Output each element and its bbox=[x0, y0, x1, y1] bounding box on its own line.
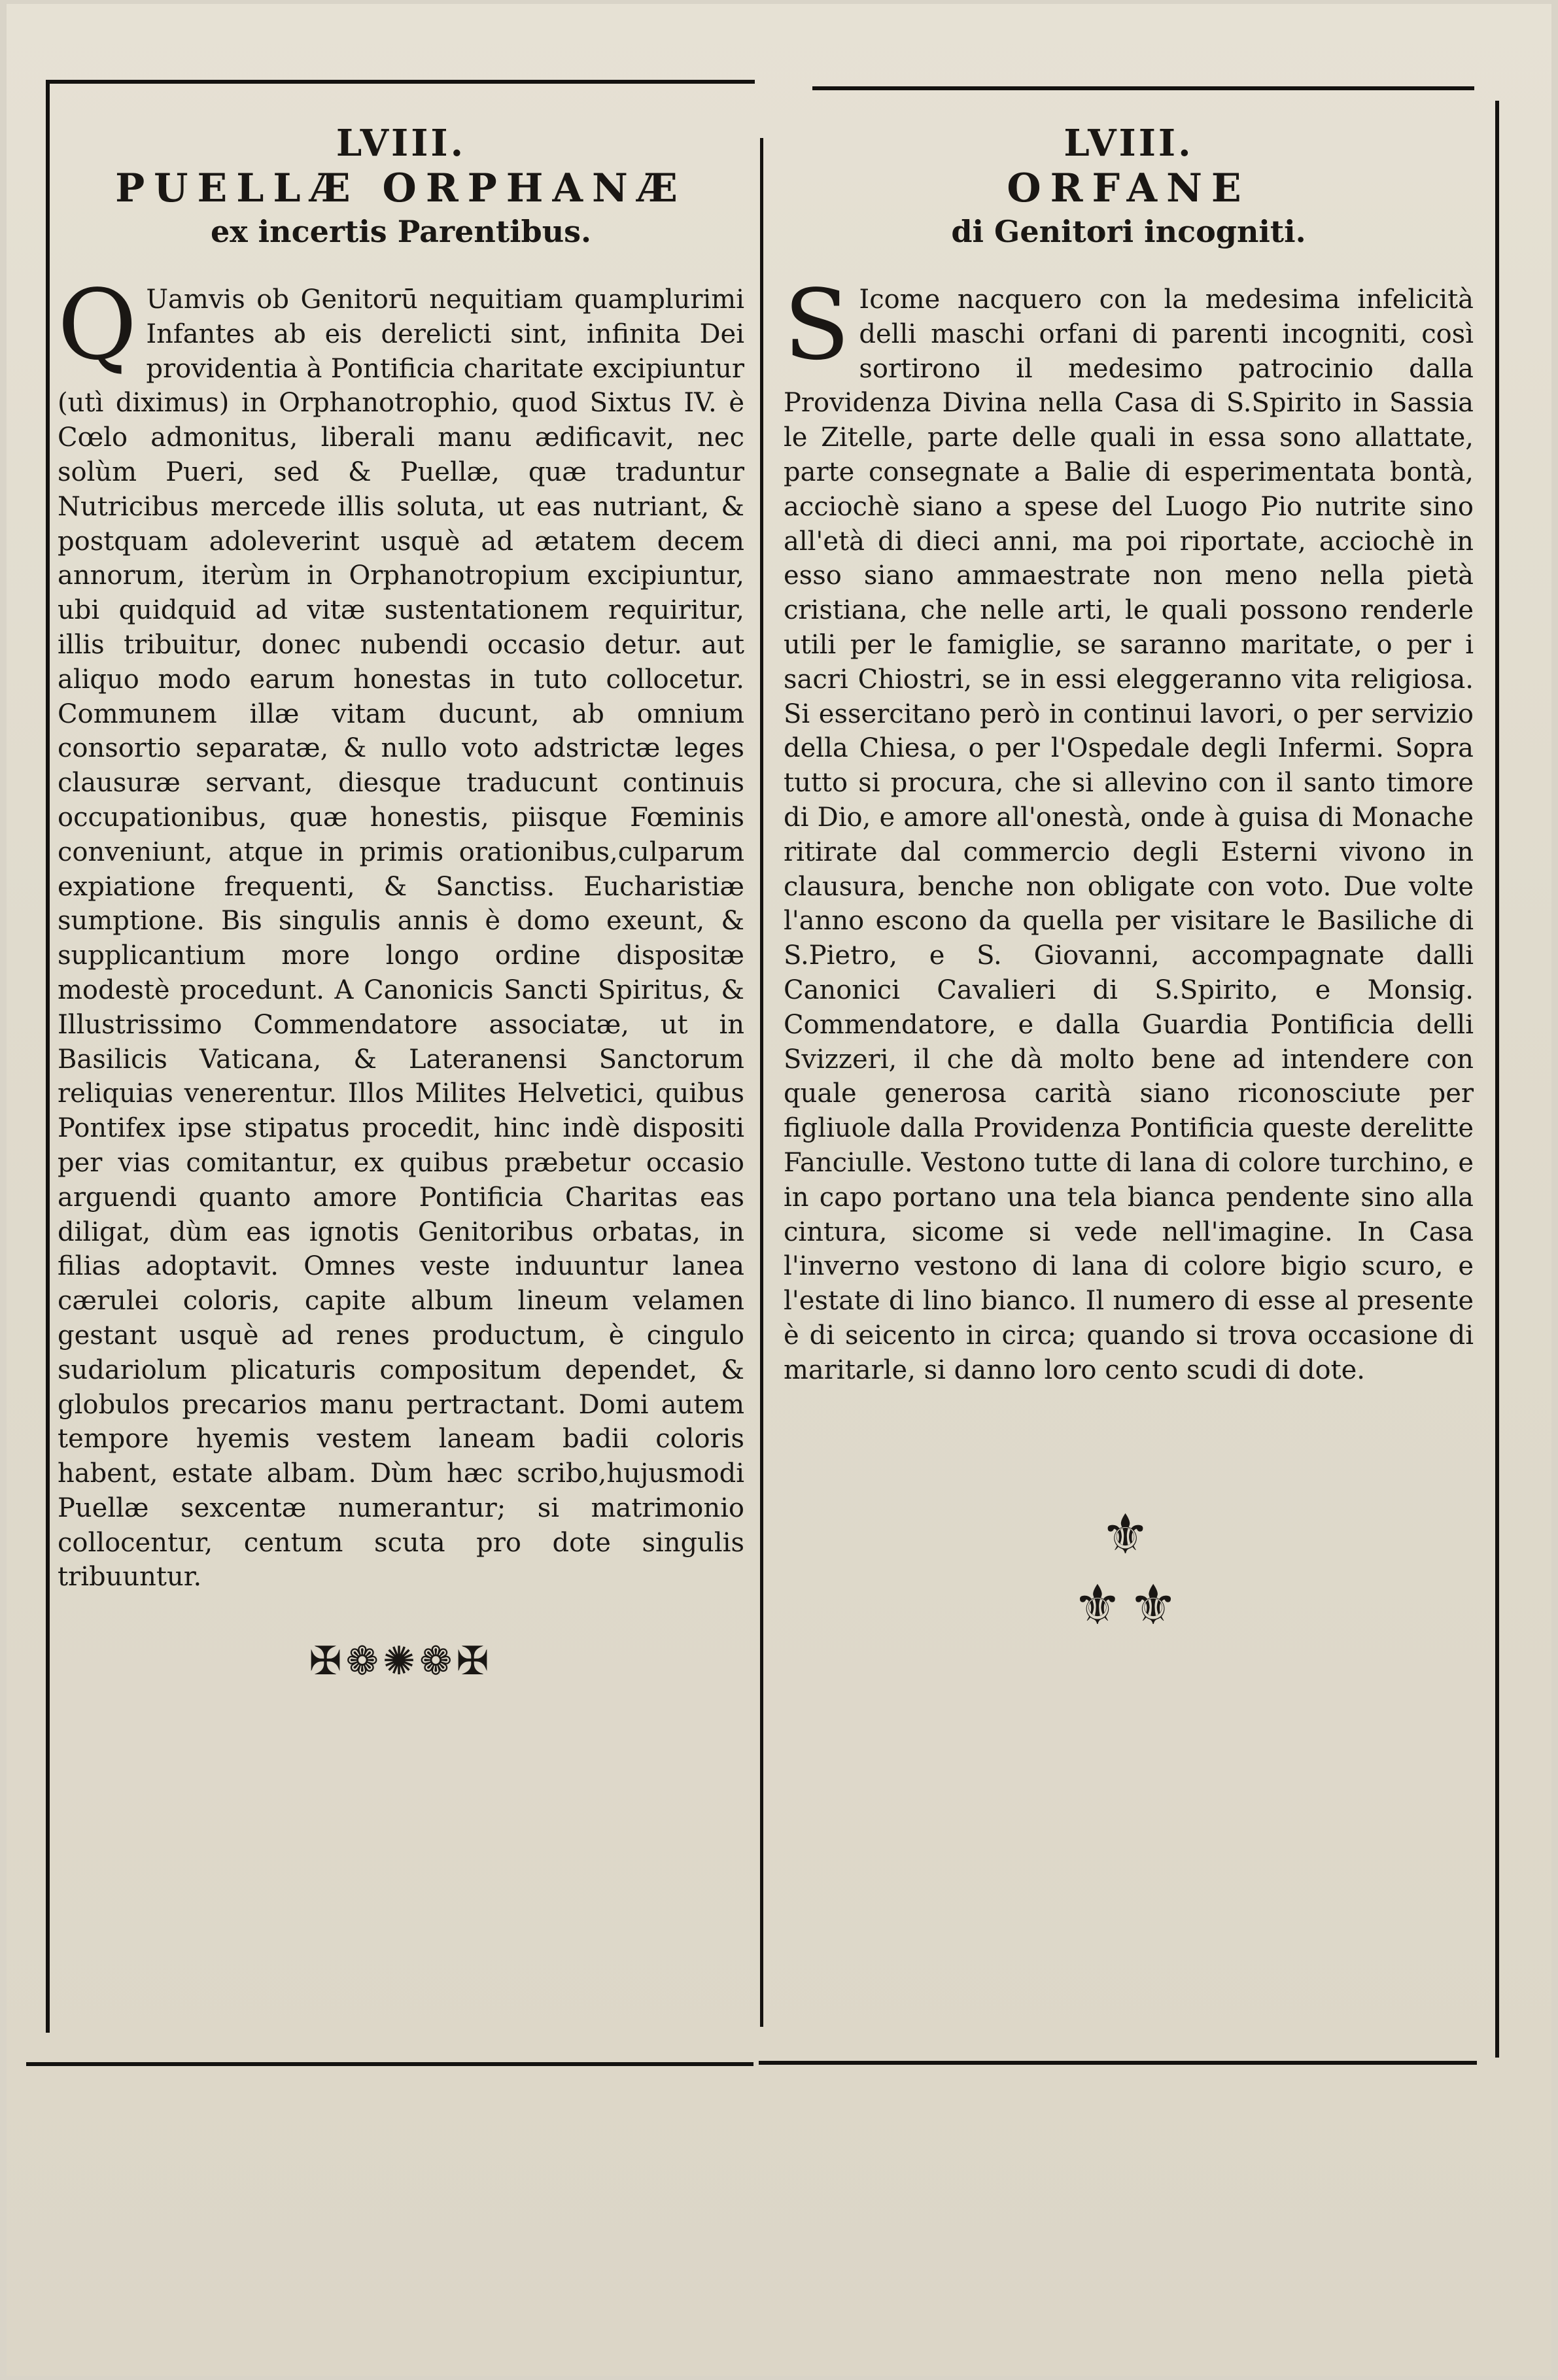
latin-title: PUELLÆ ORPHANÆ bbox=[115, 165, 687, 211]
latin-text: Uamvis ob Genitorū nequitiam quamplurimi Infantes ab eis derelicti sint, infinita Dei providentia à Pontificia charitate excipiuntur (utì diximus) in Orphanotrophio, quod Sixtus IV. è Cœlo admonitus, liberali manu ædificavit, nec solùm Pueri, sed & Puellæ, quæ traduntur Nutricibus mercede illis soluta, ut eas nutriant, & postquam adoleverint usquè ad ætatem decem annorum, iterùm in Orphanotropium excipiuntur, ubi quidquid ad vitæ sustentationem requiritur, illis tribuitur, donec nubendi occasio detur. aut aliquo modo earum honestas in tuto collocetur. Communem illæ vitam ducunt, ab omnium consortio separatæ, & nullo voto adstrictæ leges clausuræ servant, diesque traducunt continuis occupationibus, quæ honestis, piisque Fœminis conveniunt, atque in primis orationibus,culparum expiatione frequenti, & Sanctiss. Eucharistiæ sumptione. Bis singulis annis è domo exeunt, & supplicantium more longo ordine dispositæ modestè procedunt. A Canonicis Sancti Spiritus, & Illustrissimo Commendatore associatæ, ut in Basilicis Vaticana, & Lateranensi Sanctorum reliquias venerentur. Illos Milites Helvetici, quibus Pontifex ipse stipatus procedit, hinc indè dispositi per vias comitantur, ex quibus præbetur occasio arguendi quanto amore Pontificia Charitas eas diligat, dùm eas ignotis Genitoribus orbatas, in filias adoptavit. Omnes veste induuntur lanea cærulei coloris, capite album lineum velamen gestant usquè ad renes productum, è cingulo sudariolum plicaturis compositum dependet, & globulos precarios manu pertractant. Domi autem tempore hyemis vestem laneam badii coloris habent, estate albam. Dùm hæc scribo,hujusmodi Puellæ sexcentæ numerantur; si matrimonio collocentur, centum scuta pro dote singulis tribuuntur. bbox=[58, 285, 744, 1593]
italian-dropcap: S bbox=[784, 269, 850, 381]
right-bottom-rule bbox=[759, 2061, 1477, 2065]
latin-column bbox=[58, 122, 744, 1687]
fleuron-bottom-icon: ⚜⚜ bbox=[1073, 1572, 1185, 1637]
left-top-rule bbox=[47, 80, 755, 84]
left-outer-rule bbox=[46, 80, 50, 2033]
italian-body bbox=[784, 269, 1474, 1388]
italian-subtitle: di Genitori incogniti. bbox=[951, 214, 1306, 249]
latin-subtitle: ex incertis Parentibus. bbox=[210, 214, 592, 249]
fleuron-icon bbox=[784, 1499, 1474, 1640]
italian-title: ORFANE bbox=[1007, 165, 1251, 211]
left-bottom-rule bbox=[26, 2062, 753, 2066]
italian-text: Icome nacquero con la medesima infelicità delli maschi orfani di parenti incogniti, così sortirono il medesimo patrocinio dalla Providenza Divina nella Casa di S.Spirito in Sassia le Zitelle, parte delle quali in essa sono allattate, parte consegnate a Balie di esperimentata bontà, acciochè siano a spese del Luogo Pio nutrite sino all'età di dieci anni, ma poi riportate, acciochè in esso siano ammaestrate non meno nella pietà cristiana, che nelle arti, le quali possono renderle utili per le famiglie, se saranno maritate, o per i sacri Chiostri, se in essi eleggeranno vita religiosa. Si essercitano però in continui lavori, o per servizio della Chiesa, o per l'Ospedale degli Infermi. Sopra tutto si procura, che si allevino con il santo timore di Dio, e amore all'onestà, onde à guisa di Monache ritirate dal commercio degli Esterni vivono in clausura, benche non obligate con voto. Due volte l'anno escono da quella per visitare le Basiliche di S.Pietro, e S. Giovanni, accompagnate dalli Canonici Cavalieri di S.Spirito, e Monsig. Commendatore, e dalla Guardia Pontificia delli Svizzeri, il che dà molto bene ad intendere con quale generosa carità siano riconosciute per figliuole dalla Providenza Pontificia queste derelitte Fanciulle. Vestono tutte di lana di colore turchino, e in capo portano una tela bianca pendente sino alla cintura, sicome si vede nell'imagine. In Casa l'inverno vestono di lana di colore bigio scuro, e l'estate di lino bianco. Il numero di esse al presente è di seicento in circa; quando si trova occasione di maritarle, si danno loro cento scudi di dote. bbox=[784, 285, 1474, 1385]
latin-plate-number: LVIII. bbox=[336, 122, 466, 165]
italian-plate-number: LVIII. bbox=[1064, 122, 1194, 165]
right-top-rule bbox=[812, 86, 1474, 90]
italian-column bbox=[784, 122, 1474, 1640]
center-divider-rule bbox=[760, 138, 763, 2027]
right-outer-rule bbox=[1495, 101, 1499, 2058]
latin-dropcap: Q bbox=[58, 269, 137, 381]
document-page bbox=[7, 4, 1551, 2376]
latin-body bbox=[58, 269, 744, 1595]
fleuron-top-icon: ⚜ bbox=[1100, 1502, 1157, 1566]
ornament-icon: ✠❁✺❁✠ bbox=[309, 1638, 493, 1685]
